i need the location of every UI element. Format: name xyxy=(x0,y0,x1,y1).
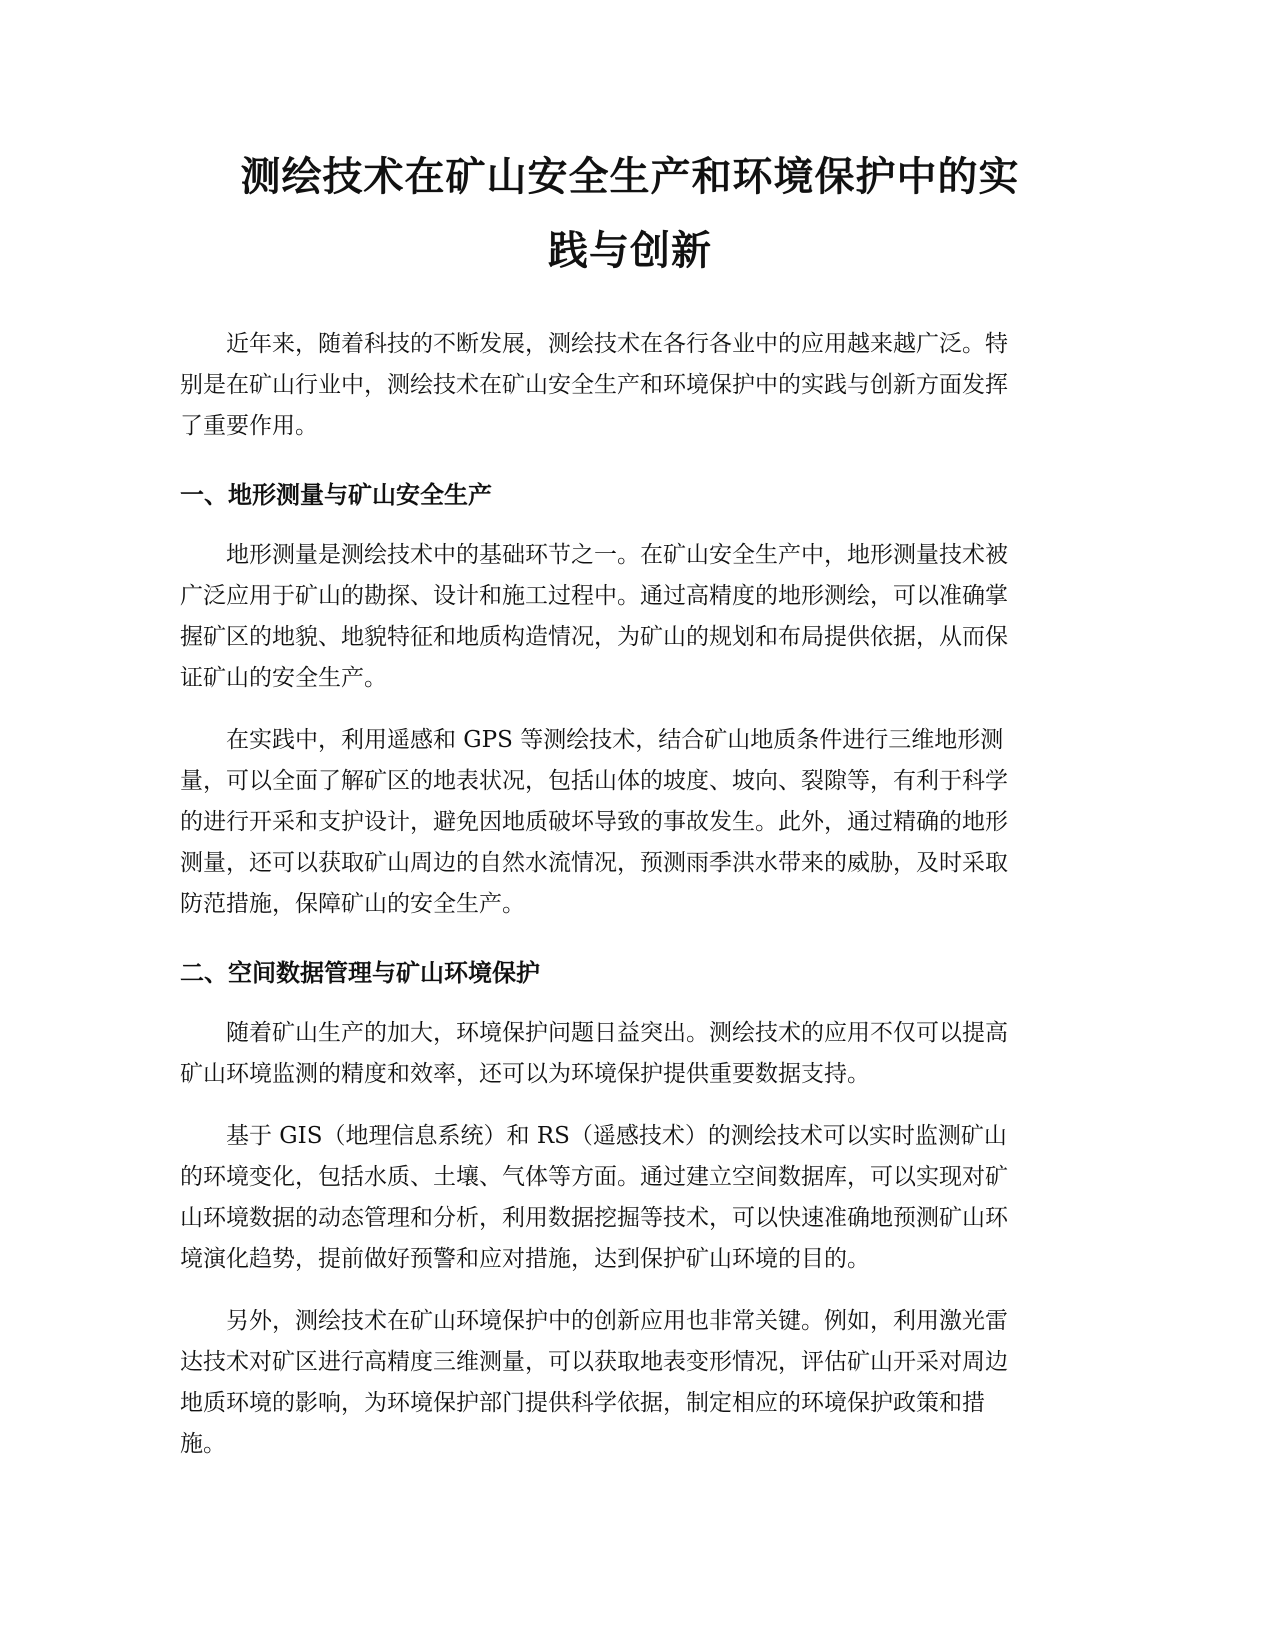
s2p2-line-4: 境演化趋势，提前做好预警和应对措施，达到保护矿山环境的目的。 xyxy=(180,1246,870,1272)
section-2-paragraph-1 xyxy=(180,1013,1080,1095)
s1p2-line-5: 防范措施，保障矿山的安全生产。 xyxy=(180,891,525,917)
s2p2-line-2: 的环境变化，包括水质、土壤、气体等方面。通过建立空间数据库，可以实现对矿 xyxy=(180,1164,1008,1190)
s2p2-line-3: 山环境数据的动态管理和分析，利用数据挖掘等技术，可以快速准确地预测矿山环 xyxy=(180,1205,1008,1231)
s1p2-line-2: 量，可以全面了解矿区的地表状况，包括山体的坡度、坡向、裂隙等，有利于科学 xyxy=(180,768,1008,794)
section-1-heading: 一、地形测量与矿山安全生产 xyxy=(180,481,492,509)
s2p1-line-1: 随着矿山生产的加大，环境保护问题日益突出。测绘技术的应用不仅可以提高 xyxy=(226,1020,1008,1046)
intro-line-1: 近年来，随着科技的不断发展，测绘技术在各行各业中的应用越来越广泛。特 xyxy=(226,331,1008,357)
intro-paragraph xyxy=(180,324,1080,447)
s2p1-line-2: 矿山环境监测的精度和效率，还可以为环境保护提供重要数据支持。 xyxy=(180,1061,870,1087)
intro-line-3: 了重要作用。 xyxy=(180,413,318,439)
s2p3-line-3: 地质环境的影响，为环境保护部门提供科学依据，制定相应的环境保护政策和措 xyxy=(180,1390,985,1416)
section-1-paragraph-1 xyxy=(180,535,1080,699)
section-2-heading: 二、空间数据管理与矿山环境保护 xyxy=(180,959,540,987)
s1p1-line-2: 广泛应用于矿山的勘探、设计和施工过程中。通过高精度的地形测绘，可以准确掌 xyxy=(180,583,1008,609)
document-page xyxy=(180,140,1080,1486)
intro-line-2: 别是在矿山行业中，测绘技术在矿山安全生产和环境保护中的实践与创新方面发挥 xyxy=(180,372,1008,398)
s1p2-line-3: 的进行开采和支护设计，避免因地质破坏导致的事故发生。此外，通过精确的地形 xyxy=(180,809,1008,835)
s1p2-line-1: 在实践中，利用遥感和 GPS 等测绘技术，结合矿山地质条件进行三维地形测 xyxy=(226,727,1004,753)
s2p2-line-1: 基于 GIS（地理信息系统）和 RS（遥感技术）的测绘技术可以实时监测矿山 xyxy=(226,1123,1007,1149)
document-title xyxy=(180,140,1080,288)
title-line-2: 践与创新 xyxy=(548,228,712,274)
section-1-paragraph-2 xyxy=(180,720,1080,925)
s1p1-line-1: 地形测量是测绘技术中的基础环节之一。在矿山安全生产中，地形测量技术被 xyxy=(226,542,1008,568)
s1p2-line-4: 测量，还可以获取矿山周边的自然水流情况，预测雨季洪水带来的威胁，及时采取 xyxy=(180,850,1008,876)
section-2-paragraph-2 xyxy=(180,1116,1080,1280)
s2p3-line-1: 另外，测绘技术在矿山环境保护中的创新应用也非常关键。例如，利用激光雷 xyxy=(226,1308,1008,1334)
section-2-paragraph-3 xyxy=(180,1301,1080,1465)
s1p1-line-3: 握矿区的地貌、地貌特征和地质构造情况，为矿山的规划和布局提供依据，从而保 xyxy=(180,624,1008,650)
title-line-1: 测绘技术在矿山安全生产和环境保护中的实 xyxy=(240,154,1020,200)
s2p3-line-4: 施。 xyxy=(180,1431,226,1457)
s2p3-line-2: 达技术对矿区进行高精度三维测量，可以获取地表变形情况，评估矿山开采对周边 xyxy=(180,1349,1008,1375)
s1p1-line-4: 证矿山的安全生产。 xyxy=(180,665,387,691)
